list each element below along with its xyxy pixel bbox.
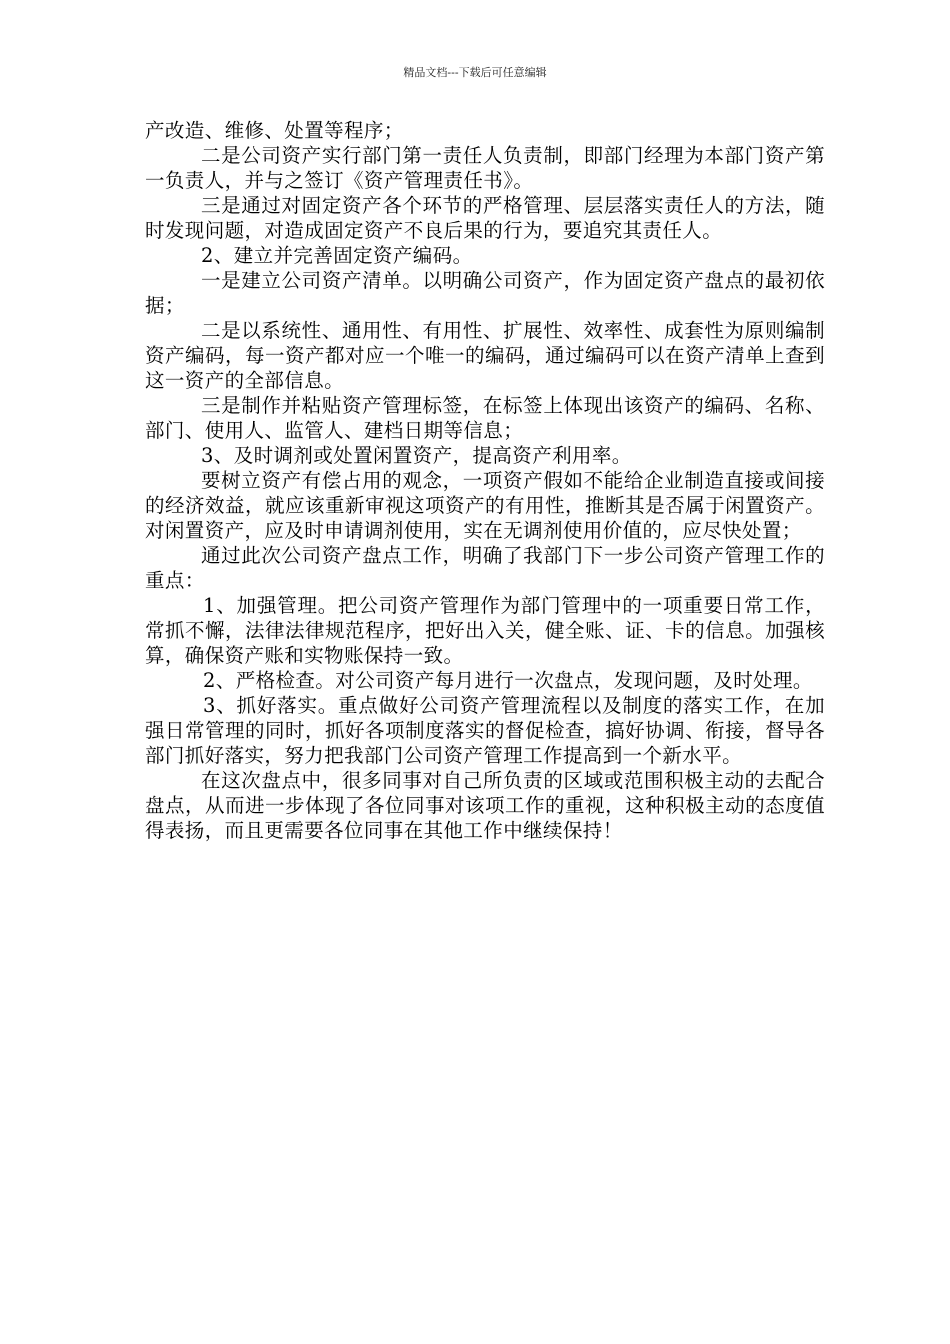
- paragraph-10: 通过此次公司资产盘点工作，明确了我部门下一步公司资产管理工作的重点：: [145, 544, 825, 592]
- paragraph-5: 一是建立公司资产清单。以明确公司资产，作为固定资产盘点的最初依据；: [145, 269, 825, 317]
- paragraph-13: 3、抓好落实。重点做好公司资产管理流程以及制度的落实工作，在加强日常管理的同时，抓好各项制度落实的督促检查，搞好协调、衔接，督导各部门抓好落实，努力把我部门公司资产管理工作提高到一个新水平。: [145, 694, 825, 767]
- page-header: 精品文档---下载后可任意编辑: [403, 66, 547, 79]
- paragraph-14: 在这次盘点中，很多同事对自己所负责的区域或范围积极主动的去配合盘点，从而进一步体现了各位同事对该项工作的重视，这种积极主动的态度值得表扬，而且更需要各位同事在其他工作中继续保持！: [145, 769, 825, 842]
- paragraph-1: 产改造、维修、处置等程序；: [145, 119, 404, 142]
- paragraph-4: 2、建立并完善固定资产编码。: [201, 244, 473, 267]
- paragraph-12: 2、严格检查。对公司资产每月进行一次盘点，发现问题，及时处理。: [203, 669, 813, 692]
- paragraph-7: 三是制作并粘贴资产管理标签，在标签上体现出该资产的编码、名称、部门、使用人、监管人、建档日期等信息；: [145, 394, 825, 442]
- document-body: [145, 118, 825, 843]
- paragraph-9: 要树立资产有偿占用的观念，一项资产假如不能给企业制造直接或间接的经济效益，就应该重新审视这项资产的有用性，推断其是否属于闲置资产。对闲置资产，应及时申请调剂使用，实在无调剂使用价值的，应尽快处置；: [145, 469, 825, 542]
- paragraph-8: 3、及时调剂或处置闲置资产，提高资产利用率。: [201, 444, 632, 467]
- paragraph-11: 1、加强管理。把公司资产管理作为部门管理中的一项重要日常工作，常抓不懈，法律法律规范程序，把好出入关，健全账、证、卡的信息。加强核算，确保资产账和实物账保持一致。: [145, 594, 825, 667]
- paragraph-6: 二是以系统性、通用性、有用性、扩展性、效率性、成套性为原则编制资产编码，每一资产都对应一个唯一的编码，通过编码可以在资产清单上查到这一资产的全部信息。: [145, 319, 825, 392]
- paragraph-3: 三是通过对固定资产各个环节的严格管理、层层落实责任人的方法，随时发现问题，对造成固定资产不良后果的行为，要追究其责任人。: [145, 194, 825, 242]
- paragraph-2: 二是公司资产实行部门第一责任人负责制，即部门经理为本部门资产第一负责人，并与之签订《资产管理责任书》。: [145, 144, 825, 192]
